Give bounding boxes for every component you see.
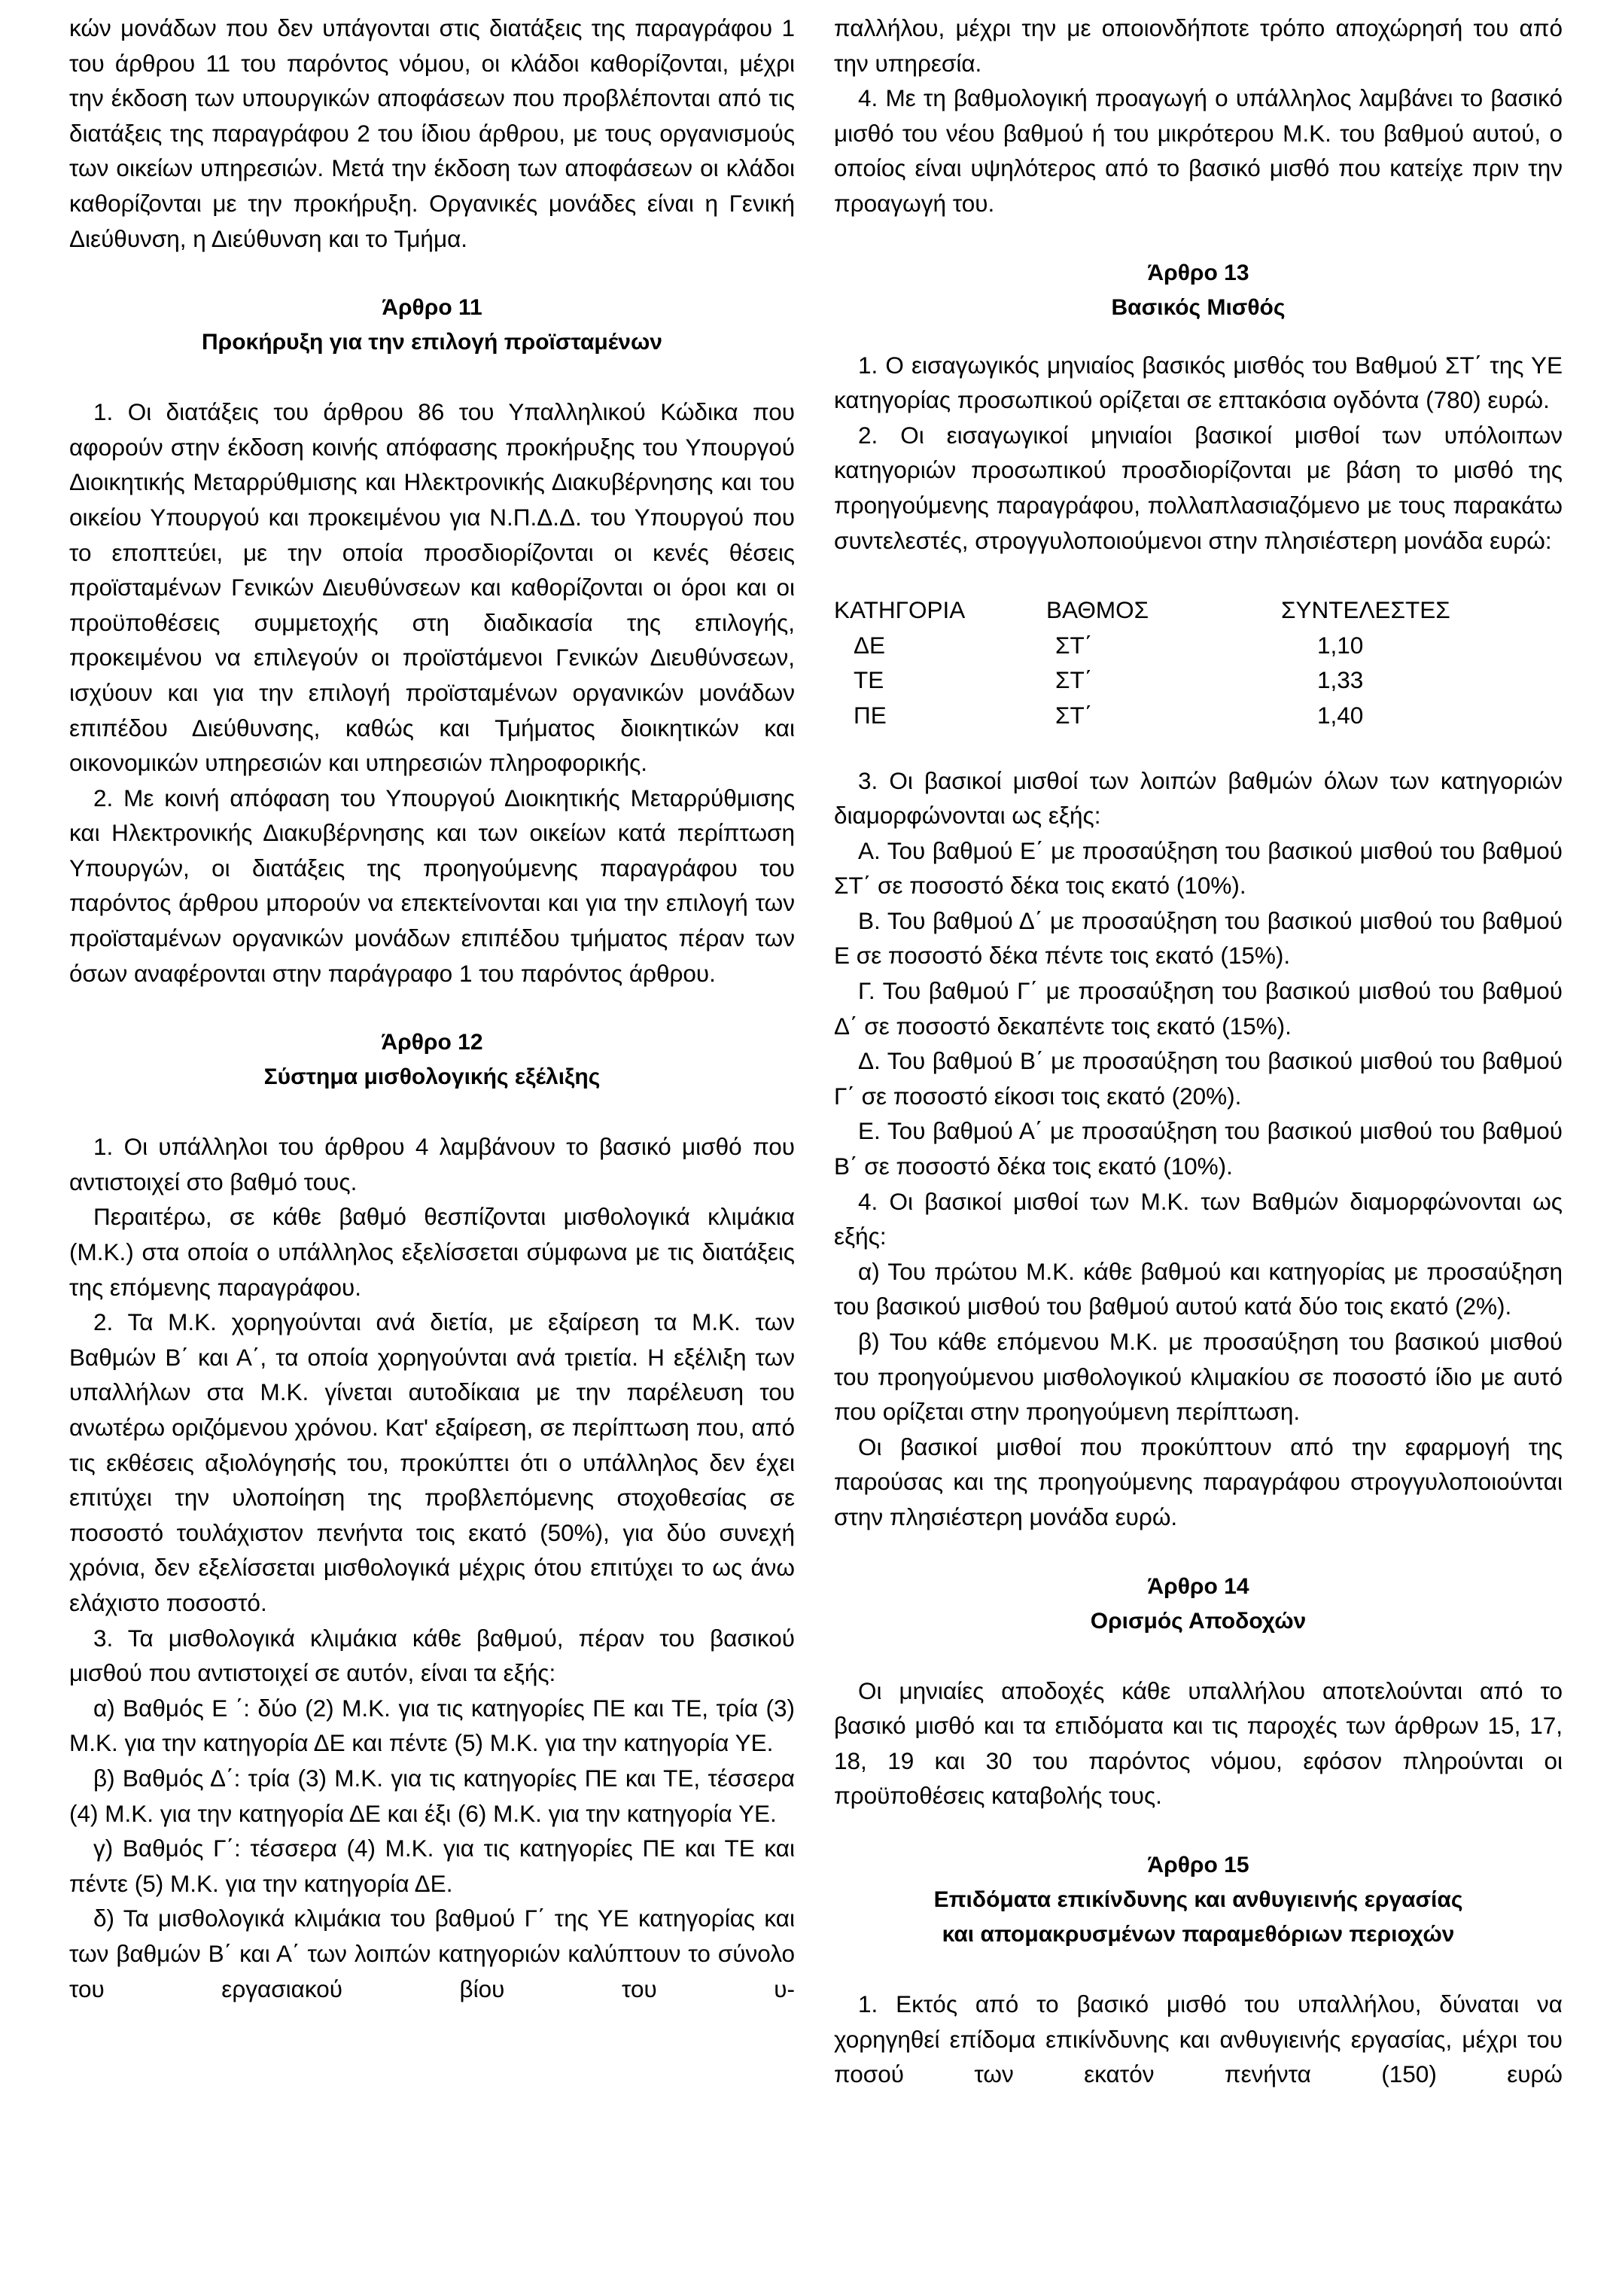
paragraph: 1. Εκτός από το βασικό μισθό του υπαλλήλου, δύναται να χορηγηθεί επίδομα επικίνδυνης και ανθυγιεινής εργασίας, μέχρι του ποσού των εκατόν πενήντα (150) ευρώ bbox=[834, 1990, 1563, 2088]
table-row bbox=[834, 628, 1450, 663]
paragraph: α) Βαθμός Ε ΄: δύο (2) Μ.Κ. για τις κατηγορίες ΠΕ και ΤΕ, τρία (3) Μ.Κ. για την κατηγορία ΔΕ και πέντε (5) Μ.Κ. για την κατηγορία ΥΕ. bbox=[69, 1694, 795, 1757]
article-title: Βασικός Μισθός bbox=[1111, 294, 1286, 320]
paragraph: γ) Βαθμός Γ΄: τέσσερα (4) Μ.Κ. για τις κατηγορίες ΠΕ και ΤΕ και πέντε (5) Μ.Κ. για την κατηγορία ΔΕ. bbox=[69, 1835, 795, 1897]
article-title: Προκήρυξη για την επιλογή προϊσταμένων bbox=[201, 330, 662, 355]
paragraph: 3. Οι βασικοί μισθοί των λοιπών βαθμών όλων των κατηγοριών διαμορφώνονται ως εξής: bbox=[834, 766, 1563, 830]
paragraph: 1. Ο εισαγωγικός μηνιαίος βασικός μισθός του Βαθμού ΣΤ΄ της ΥΕ κατηγορίας προσωπικού ορίζεται σε επτακόσια ογδόντα (780) ευρώ. bbox=[834, 351, 1563, 414]
table-header: ΣΥΝΤΕΛΕΣΤΕΣ bbox=[1281, 596, 1450, 624]
paragraph: Περαιτέρω, σε κάθε βαθμό θεσπίζονται μισθολογικά κλιμάκια (Μ.Κ.) στα οποία ο υπάλληλος εξελίσσεται σύμφωνα με τις διατάξεις της επόμενης παραγράφου. bbox=[69, 1203, 795, 1301]
article-14-heading bbox=[834, 1570, 1563, 1639]
article-title: Σύστημα μισθολογικής εξέλιξης bbox=[263, 1064, 601, 1090]
table-cell: ΣΤ΄ bbox=[1055, 631, 1093, 659]
article-12-heading bbox=[69, 1025, 795, 1095]
table-cell: 1,40 bbox=[1317, 701, 1364, 729]
coefficients-table bbox=[834, 592, 1450, 732]
table-header-row bbox=[834, 592, 1450, 628]
left-column bbox=[69, 11, 795, 2006]
table-row bbox=[834, 698, 1450, 733]
paragraph: Α. Του βαθμού Ε΄ με προσαύξηση του βασικού μισθού του βαθμού ΣΤ΄ σε ποσοστό δέκα τοις εκατό (10%). bbox=[834, 836, 1563, 900]
paragraph: Β. Του βαθμού Δ΄ με προσαύξηση του βασικού μισθού του βαθμού Ε σε ποσοστό δέκα πέντε τοις εκατό (15%). bbox=[834, 906, 1563, 970]
paragraph: δ) Τα μισθολογικά κλιμάκια του βαθμού Γ΄ της ΥΕ κατηγορίας και των βαθμών Β΄ και Α΄ των λοιπών κατηγοριών καλύπτουν το σύνολο του εργασιακού βίου του υ- bbox=[69, 1905, 795, 2002]
article-number: Άρθρο 13 bbox=[1147, 260, 1249, 285]
table-cell: ΤΕ bbox=[854, 666, 884, 694]
paragraph: Οι βασικοί μισθοί που προκύπτουν από την εφαρμογή της παρούσας και της προηγούμενης παραγράφου στρογγυλοποιούνται στην πλησιέστερη μονάδα ευρώ. bbox=[834, 1433, 1563, 1530]
article-number: Άρθρο 14 bbox=[1147, 1573, 1249, 1599]
article-15-heading bbox=[834, 1848, 1563, 1952]
table-cell: ΣΤ΄ bbox=[1055, 701, 1093, 729]
paragraph: Δ. Του βαθμού Β΄ με προσαύξηση του βασικού μισθού του βαθμού Γ΄ σε ποσοστό είκοσι τοις εκατό (20%). bbox=[834, 1047, 1563, 1110]
article-number: Άρθρο 15 bbox=[1147, 1852, 1249, 1877]
paragraph: 1. Οι υπάλληλοι του άρθρου 4 λαμβάνουν το βασικό μισθό που αντιστοιχεί στο βαθμό τους. bbox=[69, 1133, 795, 1195]
article-11-heading bbox=[69, 291, 795, 360]
right-column bbox=[834, 11, 1563, 2092]
paragraph: 3. Τα μισθολογικά κλιμάκια κάθε βαθμού, πέραν του βασικού μισθού που αντιστοιχεί σε αυτόν, είναι τα εξής: bbox=[69, 1624, 795, 1687]
paragraph: Οι μηνιαίες αποδοχές κάθε υπαλλήλου αποτελούνται από το βασικό μισθό και τα επιδόματα και τις παροχές των άρθρων 15, 17, 18, 19 και 30 του παρόντος νόμου, εφόσον πληρούνται οι προϋποθέσεις καταβολής τους. bbox=[834, 1676, 1563, 1810]
table-header: ΒΑΘΜΟΣ bbox=[1046, 596, 1149, 624]
article-13-heading bbox=[834, 256, 1563, 325]
article-title-line-2: και απομακρυσμένων παραμεθόριων περιοχών bbox=[942, 1921, 1455, 1947]
paragraph: 2. Τα Μ.Κ. χορηγούνται ανά διετία, με εξαίρεση τα Μ.Κ. των Βαθμών Β΄ και Α΄, τα οποία χορηγούνται ανά τριετία. Η εξέλιξη των υπαλλήλων στα Μ.Κ. γίνεται αυτοδίκαια με την παρέλευση του ανωτέρω οριζόμενου χρόνου. Κατ' εξαίρεση, σε περίπτωση που, από τις εκθέσεις αξιολόγησής του, προκύπτει ότι ο υπάλληλος δεν έχει επιτύχει την υλοποίηση της προβλεπόμενης στοχοθεσίας σε ποσοστό τουλάχιστον πενήντα τοις εκατό (50%), για δύο συνεχή χρόνια, δεν εξελίσσεται μισθολογικά μέχρις ότου επιτύχει το ως άνω ελάχιστο ποσοστό. bbox=[69, 1308, 795, 1616]
table-cell: 1,10 bbox=[1317, 631, 1364, 659]
paragraph: α) Του πρώτου Μ.Κ. κάθε βαθμού και κατηγορίας με προσαύξηση του βασικού μισθού του βαθμού αυτού κατά δύο τοις εκατό (2%). bbox=[834, 1257, 1563, 1320]
paragraph: β) Του κάθε επόμενου Μ.Κ. με προσαύξηση του βασικού μισθού του προηγούμενου μισθολογικού κλιμακίου σε ποσοστό ίδιο με αυτό που ορίζεται στην προηγούμενη περίπτωση. bbox=[834, 1328, 1563, 1426]
paragraph: 1. Οι διατάξεις του άρθρου 86 του Υπαλληλικού Κώδικα που αφορούν στην έκδοση κοινής απόφασης προκήρυξης του Υπουργού Διοικητικής Μεταρρύθμισης και Ηλεκτρονικής Διακυβέρνησης και του οικείου Υπουργού και προκειμένου για Ν.Π.Δ.Δ. του Υπουργού που το εποπτεύει, με την οποία προσδιορίζονται οι κενές θέσεις προϊσταμένων Γενικών Διευθύνσεων και καθορίζονται οι όροι και οι προϋποθέσεις συμμετοχής στη διαδικασία της επιλογής, προκειμένου να επιλεγούν οι προϊστάμενοι Γενικών Διευθύνσεων, ισχύουν και για την επιλογή προϊσταμένων οργανικών μονάδων επιπέδου Διεύθυνσης, καθώς και Τμήματος διοικητικών και οικονομικών υπηρεσιών και υπηρεσιών πληροφορικής. bbox=[69, 398, 795, 777]
paragraph: 2. Με κοινή απόφαση του Υπουργού Διοικητικής Μεταρρύθμισης και Ηλεκτρονικής Διακυβέρνησης και των οικείων κατά περίπτωση Υπουργών, οι διατάξεις της προηγούμενης παραγράφου του παρόντος άρθρου μπορούν να επεκτείνονται και για την επιλογή των προϊσταμένων οργανικών μονάδων επιπέδου τμήματος πέραν των όσων αναφέρονται στην παράγραφο 1 του παρόντος άρθρου. bbox=[69, 784, 795, 987]
paragraph: παλλήλου, μέχρι την με οποιονδήποτε τρόπο αποχώρησή του από την υπηρεσία. bbox=[834, 14, 1563, 77]
article-title: Ορισμός Αποδοχών bbox=[1090, 1608, 1307, 1634]
article-number: Άρθρο 11 bbox=[382, 295, 482, 321]
paragraph: β) Βαθμός Δ΄: τρία (3) Μ.Κ. για τις κατηγορίες ΠΕ και ΤΕ, τέσσερα (4) Μ.Κ. για την κατηγορία ΔΕ και έξι (6) Μ.Κ. για την κατηγορία ΥΕ. bbox=[69, 1764, 795, 1827]
paragraph: 2. Οι εισαγωγικοί μηνιαίοι βασικοί μισθοί των υπόλοιπων κατηγοριών προσωπικού προσδιορίζονται με βάση το μισθό της προηγούμενης παραγράφου, πολλαπλασιαζόμενο με τους παρακάτω συντελεστές, στρογγυλοποιούμενοι στην πλησιέστερη μονάδα ευρώ: bbox=[834, 421, 1563, 554]
article-number: Άρθρο 12 bbox=[381, 1030, 483, 1055]
paragraph: Γ. Του βαθμού Γ΄ με προσαύξηση του βασικού μισθού του βαθμού Δ΄ σε ποσοστό δεκαπέντε τοις εκατό (15%). bbox=[834, 977, 1563, 1040]
paragraph: 4. Με τη βαθμολογική προαγωγή ο υπάλληλος λαμβάνει το βασικό μισθό του νέου βαθμού ή του μικρότερου Μ.Κ. του βαθμού αυτού, ο οποίος είναι υψηλότερος από το βασικό μισθό που κατείχε πριν την προαγωγή του. bbox=[834, 84, 1563, 217]
table-cell: ΠΕ bbox=[854, 701, 887, 729]
table-cell: 1,33 bbox=[1317, 666, 1364, 694]
table-cell: ΣΤ΄ bbox=[1055, 666, 1093, 694]
paragraph: 4. Οι βασικοί μισθοί των Μ.Κ. των Βαθμών διαμορφώνονται ως εξής: bbox=[834, 1187, 1563, 1250]
article-title-line-1: Επιδόματα επικίνδυνης και ανθυγιεινής εργασίας bbox=[933, 1886, 1463, 1912]
paragraph: Ε. Του βαθμού Α΄ με προσαύξηση του βασικού μισθού του βαθμού Β΄ σε ποσοστό δέκα τοις εκατό (10%). bbox=[834, 1117, 1563, 1180]
table-cell: ΔΕ bbox=[854, 631, 886, 659]
table-header: ΚΑΤΗΓΟΡΙΑ bbox=[834, 596, 966, 624]
table-row bbox=[834, 662, 1450, 698]
intro-paragraph: κών μονάδων που δεν υπάγονται στις διατάξεις της παραγράφου 1 του άρθρου 11 του παρόντος νόμου, οι κλάδοι καθορίζονται, μέχρι την έκδοση των υπουργικών αποφάσεων που προβλέπονται από τις διατάξεις της παραγράφου 2 του ίδιου άρθρου, με τους οργανισμούς των οικείων υπηρεσιών. Μετά την έκδοση των αποφάσεων οι κλάδοι καθορίζονται με την προκήρυξη. Οργανικές μονάδες είναι η Γενική Διεύθυνση, η Διεύθυνση και το Τμήμα. bbox=[69, 14, 795, 252]
